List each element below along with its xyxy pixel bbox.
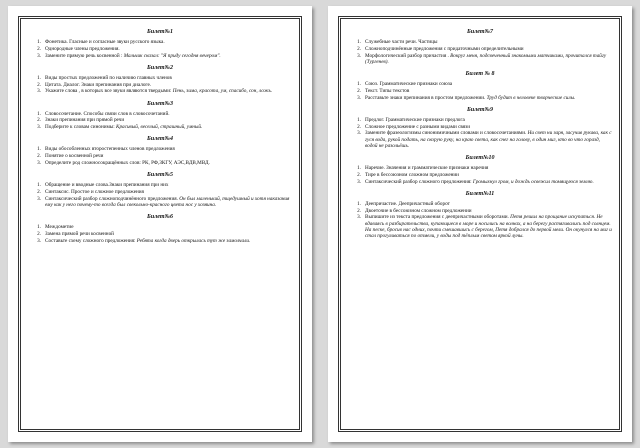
question-list bbox=[347, 39, 613, 65]
question-number: 3. bbox=[37, 195, 41, 202]
ticket-card bbox=[347, 29, 613, 65]
question-text bbox=[45, 146, 293, 152]
question-plain-text: Наречие. Значения и грамматические признаки наречия bbox=[365, 165, 489, 171]
question-plain-text: Виды обособленных второстепенных членов предложения bbox=[45, 146, 175, 153]
question-text bbox=[45, 238, 293, 244]
question-item bbox=[27, 224, 293, 230]
question-text bbox=[45, 82, 293, 88]
question-item bbox=[27, 46, 293, 52]
question-item bbox=[27, 75, 293, 81]
question-number: 2. bbox=[37, 188, 41, 195]
ticket-card bbox=[347, 155, 613, 185]
question-text bbox=[45, 196, 293, 208]
question-number: 1. bbox=[357, 165, 361, 171]
question-text bbox=[365, 53, 613, 65]
question-number: 3. bbox=[357, 52, 361, 59]
ticket-card bbox=[27, 172, 293, 208]
question-number: 3. bbox=[357, 94, 361, 101]
question-plain-text: Цитата. Диалог. Знаки препинания при диалоге. bbox=[45, 81, 152, 88]
question-example-text: Пень, зима, красота, ум, спасибо, сон, ложь. bbox=[172, 88, 273, 95]
question-number: 2. bbox=[37, 117, 41, 124]
question-example-text: Труд будит в человеке творческие силы. bbox=[486, 94, 576, 101]
question-plain-text: Словосочетание. Способы связи слов в словосочетаний. bbox=[45, 110, 170, 117]
ticket-title: Билет№7 bbox=[467, 29, 493, 35]
ticket-card bbox=[347, 71, 613, 101]
question-number: 3. bbox=[357, 130, 361, 137]
question-list bbox=[27, 75, 293, 95]
question-item bbox=[27, 238, 293, 244]
question-number: 1. bbox=[357, 81, 361, 87]
ticket-title: Билет№6 bbox=[147, 214, 173, 221]
question-text bbox=[365, 179, 613, 185]
question-list bbox=[347, 201, 613, 239]
question-text bbox=[365, 88, 613, 94]
question-example-text: Ребята когда дверь открылась тут же замолчали. bbox=[136, 237, 251, 244]
ticket-card bbox=[347, 107, 613, 149]
question-plain-text: Составьте схему сложного предложения: bbox=[45, 237, 137, 244]
question-text bbox=[365, 214, 613, 239]
question-item bbox=[347, 179, 613, 185]
ticket-title: Билет№3 bbox=[147, 100, 173, 107]
question-example-text: Ни свет ни заря, засучив рукава, как с гуся вода, рукой подать, на скорую руку, на краю света, как снег на голову, в один миг, кто во что горазд, водой не разольёшь. bbox=[365, 130, 612, 149]
question-number: 1. bbox=[37, 110, 41, 117]
question-text bbox=[365, 46, 613, 52]
question-text bbox=[365, 117, 613, 123]
question-plain-text: Предлог. Грамматические признаки предлога bbox=[365, 116, 465, 123]
ticket-card bbox=[27, 65, 293, 95]
ticket-card bbox=[27, 136, 293, 166]
question-plain-text: Служебные части речи. Частицы bbox=[365, 39, 438, 45]
question-text bbox=[45, 46, 293, 52]
question-text bbox=[365, 130, 613, 149]
ticket-card bbox=[347, 191, 613, 239]
question-number: 1. bbox=[37, 39, 41, 45]
question-number: 2. bbox=[37, 230, 41, 237]
right-page-frame bbox=[338, 16, 622, 432]
question-plain-text: Фонетика. Гласные и согласные звуки русского языка. bbox=[45, 39, 165, 45]
question-item bbox=[27, 196, 293, 208]
question-plain-text: Однородные члены предложения. bbox=[45, 45, 120, 52]
question-number: 1. bbox=[357, 116, 361, 123]
question-text bbox=[45, 39, 293, 45]
question-list bbox=[27, 224, 293, 244]
question-plain-text: Расставьте знаки препинания в простом предложении. bbox=[365, 94, 487, 101]
question-number: 2. bbox=[37, 81, 41, 88]
question-text bbox=[45, 53, 293, 59]
question-text bbox=[365, 39, 613, 45]
question-text bbox=[45, 224, 293, 230]
question-number: 3. bbox=[37, 159, 41, 166]
question-plain-text: Выпишите из текста предложения с деепричастными оборотами. bbox=[365, 214, 511, 221]
left-page bbox=[8, 6, 312, 442]
ticket-card bbox=[27, 214, 293, 244]
question-number: 2. bbox=[357, 45, 361, 52]
question-plain-text: Понятие о косвенной речи bbox=[45, 153, 104, 160]
question-example-text: Вокруг меня, подсвеченный знакомыми матчиками, прочитался тайгу (Тургенев). bbox=[365, 52, 607, 65]
question-item bbox=[27, 182, 293, 188]
question-list bbox=[27, 111, 293, 131]
question-text bbox=[365, 124, 613, 130]
question-text bbox=[365, 165, 613, 171]
question-item bbox=[27, 124, 293, 130]
question-number: 2. bbox=[357, 171, 361, 178]
question-text bbox=[45, 124, 293, 130]
ticket-title: Билет№2 bbox=[147, 64, 173, 71]
question-item bbox=[27, 160, 293, 166]
ticket-title: Билет № 8 bbox=[465, 71, 495, 77]
ticket-card bbox=[27, 101, 293, 131]
question-item bbox=[347, 201, 613, 207]
question-plain-text: Виды простых предложений по наличию главных членов bbox=[45, 74, 172, 81]
question-item bbox=[27, 111, 293, 117]
right-page bbox=[328, 6, 632, 442]
question-plain-text: Замените прямую речь косвенной : bbox=[45, 52, 124, 59]
question-list bbox=[347, 117, 613, 149]
question-list bbox=[347, 165, 613, 185]
question-text bbox=[365, 172, 613, 178]
question-item bbox=[347, 165, 613, 171]
question-list bbox=[27, 39, 293, 59]
question-number: 3. bbox=[37, 52, 41, 59]
question-item bbox=[347, 124, 613, 130]
question-item bbox=[347, 130, 613, 149]
question-plain-text: Замените фразеологизмы синонимичными словами и словосочетаниями. bbox=[365, 130, 528, 137]
question-number: 3. bbox=[357, 178, 361, 185]
question-text bbox=[45, 88, 293, 94]
question-text bbox=[45, 111, 293, 117]
question-plain-text: Союз. Грамматические признаки союза bbox=[365, 81, 453, 87]
question-number: 1. bbox=[37, 224, 41, 231]
question-plain-text: Текст. Типы текстов bbox=[365, 87, 410, 94]
question-plain-text: Знаки препинания при прямой речи bbox=[45, 117, 125, 124]
ticket-title: Билет№5 bbox=[147, 172, 173, 179]
question-number: 1. bbox=[37, 74, 41, 81]
question-plain-text: Междометие bbox=[45, 224, 74, 231]
question-text bbox=[45, 117, 293, 123]
question-text bbox=[45, 189, 293, 195]
ticket-title: Билет№10 bbox=[465, 155, 495, 161]
question-item bbox=[347, 39, 613, 45]
question-item bbox=[347, 46, 613, 52]
question-plain-text: Синтаксический разбор сложного предложения: bbox=[365, 178, 473, 185]
question-text bbox=[365, 208, 613, 214]
question-item bbox=[347, 81, 613, 87]
ticket-card bbox=[27, 29, 293, 59]
question-example-text: Красивый, веселый, страшный, умный. bbox=[116, 124, 203, 131]
question-number: 2. bbox=[357, 207, 361, 214]
question-number: 1. bbox=[37, 146, 41, 153]
question-item bbox=[347, 214, 613, 239]
question-example-text: Громыхнул гром, и дождь освежил томящуюся землю. bbox=[472, 178, 594, 185]
question-item bbox=[27, 88, 293, 94]
left-page-frame bbox=[18, 16, 302, 432]
question-text bbox=[45, 153, 293, 159]
question-example-text: Мальчик сказал: "Я приду сегодня вечером". bbox=[123, 52, 221, 59]
question-list bbox=[347, 81, 613, 101]
question-item bbox=[347, 208, 613, 214]
question-item bbox=[27, 146, 293, 152]
ticket-title: Билет№4 bbox=[147, 136, 173, 143]
question-plain-text: Двоеточие в бессоюзном сложном предложении bbox=[365, 207, 472, 214]
question-plain-text: Тире в бессоюзном сложном предложении bbox=[365, 171, 459, 178]
question-number: 2. bbox=[37, 45, 41, 52]
question-plain-text: Определите род сложносокращённых слов: РК, РФ,ЗКГУ, АЭС,ВДВ,МВД. bbox=[45, 159, 210, 166]
question-plain-text: Синтаксис. Простое и сложное предложения bbox=[45, 188, 144, 195]
question-number: 3. bbox=[357, 214, 361, 221]
question-plain-text: Деепричастие. Деепричастный оборот bbox=[365, 200, 450, 207]
question-number: 3. bbox=[37, 124, 41, 131]
question-example-text: Петя решил на прощание искупаться. Не вдаваясь в разбирательства, купающиеся в море и носились на волнах, а на берегу растягивались под солнцем. На песке, бросив нас одних, почти смешавшись с берегом, Петя добрался до первой мели. Он окунулся на миг и стал прогуливаться по отмели, у воды под тёплым светом яркой луны. bbox=[365, 214, 612, 239]
question-item bbox=[347, 172, 613, 178]
question-item bbox=[347, 95, 613, 101]
question-item bbox=[347, 53, 613, 65]
question-number: 2. bbox=[357, 123, 361, 130]
question-item bbox=[27, 189, 293, 195]
question-text bbox=[365, 201, 613, 207]
ticket-title: Билет№9 bbox=[467, 106, 493, 113]
question-number: 1. bbox=[357, 39, 361, 45]
question-item bbox=[27, 82, 293, 88]
question-number: 2. bbox=[357, 87, 361, 94]
question-text bbox=[45, 231, 293, 237]
question-plain-text: Синтаксический разбор сложноподчинённого предложения. bbox=[45, 195, 180, 202]
question-text bbox=[365, 95, 613, 101]
question-item bbox=[27, 39, 293, 45]
question-number: 1. bbox=[357, 200, 361, 207]
question-plain-text: Морфологический разбор причастия . bbox=[365, 52, 451, 59]
question-list bbox=[27, 182, 293, 208]
question-number: 2. bbox=[37, 153, 41, 160]
question-plain-text: Обращение и вводные слова.Знаки препинания при них bbox=[45, 182, 169, 189]
question-text bbox=[365, 81, 613, 87]
question-plain-text: Сложноподчинённые предложения с придаточными определительными bbox=[365, 45, 524, 52]
question-item bbox=[27, 153, 293, 159]
question-list bbox=[27, 146, 293, 166]
ticket-title: Билет№11 bbox=[465, 190, 495, 197]
question-text bbox=[45, 75, 293, 81]
question-example-text: Он был маленький, тщедушный и хотя наказания ему как у него почему-то всегда был свекольно-красного цвета нос у хозяина. bbox=[45, 195, 290, 208]
question-item bbox=[347, 88, 613, 94]
question-number: 1. bbox=[37, 182, 41, 189]
question-plain-text: Замена прямой речи косвенной bbox=[45, 230, 114, 237]
question-text bbox=[45, 182, 293, 188]
question-plain-text: Сложное предложение с разными видами связи bbox=[365, 123, 470, 130]
question-item bbox=[27, 117, 293, 123]
question-item bbox=[27, 231, 293, 237]
question-number: 3. bbox=[37, 237, 41, 244]
question-number: 3. bbox=[37, 88, 41, 95]
ticket-title: Билет№1 bbox=[147, 29, 173, 35]
question-plain-text: Подберите к словам синонимы: bbox=[45, 124, 117, 131]
question-plain-text: Укажите слова , в которых все звуки являются твердыми: bbox=[45, 88, 173, 95]
question-text bbox=[45, 160, 293, 166]
question-item bbox=[347, 117, 613, 123]
question-item bbox=[27, 53, 293, 59]
